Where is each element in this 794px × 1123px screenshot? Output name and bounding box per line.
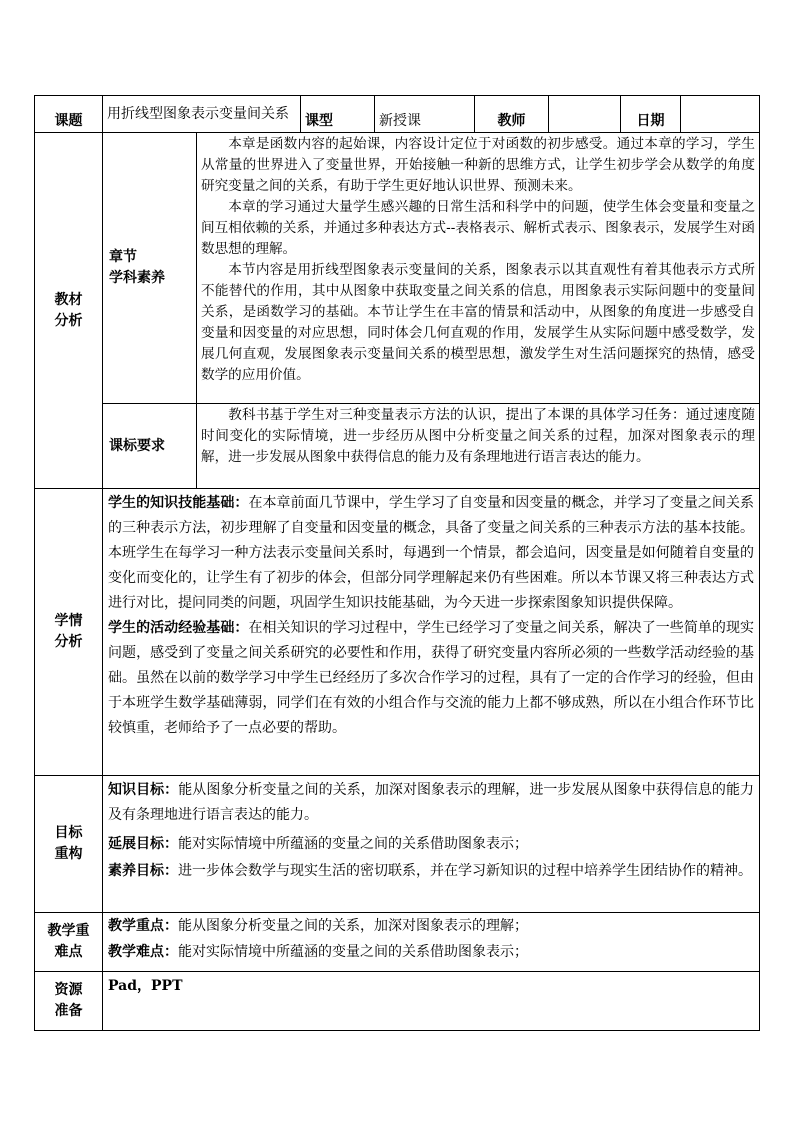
curriculum-content (197, 404, 760, 489)
chapter-label: 章节 (109, 249, 137, 265)
material-paragraph-1: 本章是函数内容的起始课，内容设计定位于对函数的初步感受。通过本章的学习，学生从常量的世界进入了变量世界，开始接触一种新的思维方式，让学生初步学会从数学的角度研究变量之间的关系，有助于学生更好地认识世界、预测未来。 (201, 136, 755, 194)
topic-value: 用折线型图象表示变量间关系 (103, 96, 301, 133)
difficult-point (108, 939, 754, 965)
keypoints-content (103, 913, 760, 972)
difficult-point-key: 教学难点： (108, 944, 178, 960)
type-value: 新授课 (375, 96, 475, 133)
literacy-goal-text: 进一步体会数学与现实生活的密切联系，并在学习新知识的过程中培养学生团结协作的精神。 (178, 863, 752, 879)
literacy-goal (108, 861, 754, 882)
topic-label: 课题 (35, 96, 103, 133)
date-value (681, 96, 760, 133)
material-paragraph-3: 本节内容是用折线型图象表示变量间的关系，图象表示以其直观性有着其他表示方式所不能替代的作用，其中从图象中获取变量之间关系的信息，用图象表示实际问题中的变量间关系，是函数学习的基础。本节让学生在丰富的情景和活动中，从图象的角度进一步感受自变量和因变量的对应思想，同时体会几何直观的作用，发展学生从实际问题中感受数学，发展几何直观，发展图象表示变量间关系的模型思想，激发学生对生活问题探究的热情，感受数学的应用价值。 (201, 262, 755, 383)
material-row-1 (35, 133, 760, 404)
curriculum-label: 课标要求 (103, 404, 197, 489)
learner-content (103, 489, 760, 776)
knowledge-basis-text: 在本章前面几节课中，学生学习了自变量和因变量的概念，并学习了变量之间关系的三种表示方法，初步理解了自变量和因变量的概念，具备了变量之间关系的三种表示方法的基本技能。本班学生在每学习一种方法表示变量间关系时，每遇到一个情景，都会追问，因变量是如何随着自变量的变化而变化的，让学生有了初步的体会，但部分同学理解起来仍有些困难。所以本节课又将三种表达方式进行对比，提问同类的问题，巩固学生知识技能基础，为今天进一步探索图象知识提供保障。 (108, 495, 755, 611)
resources-row (35, 972, 760, 1031)
activity-basis-text: 在相关知识的学习过程中，学生已经学习了变量之间关系，解决了一些简单的现实问题，感受到了变量之间关系研究的必要性和作用，获得了研究变量内容所必须的一些数学活动经验的基础。虽然在以前的数学学习中学生已经经历了多次合作学习的过程，具有了一定的合作学习的经验，但由于本班学生数学基础薄弱，同学们在有效的小组合作与交流的能力上都不够成熟，所以在小组合作环节比较慎重，老师给予了一点必要的帮助。 (108, 620, 755, 736)
lesson-plan-table (34, 95, 760, 1031)
resources-label-text: 资源准备 (54, 982, 83, 1019)
header-row (35, 96, 760, 133)
goals-row (35, 776, 760, 913)
difficult-point-text: 能对实际情境中所蕴涵的变量之间的关系借助图象表示； (178, 944, 528, 960)
goals-label (35, 776, 103, 913)
key-point (108, 913, 754, 939)
knowledge-goal (108, 778, 754, 828)
teacher-label: 教师 (475, 96, 549, 133)
teacher-value (549, 96, 621, 133)
knowledge-goal-text: 能从图象分析变量之间的关系，加深对图象表示的理解，进一步发展从图象中获得信息的能力及有条理地进行语言表达的能力。 (108, 782, 755, 823)
curriculum-paragraph: 教科书基于学生对三种变量表示方法的认识，提出了本课的具体学习任务：通过速度随时间变化的实际情境，进一步经历从图中分析变量之间关系的过程，加深对图象表示的理解，进一步发展从图象中获得信息的能力及有条理地进行语言表达的能力。 (201, 407, 755, 465)
resources-label (35, 972, 103, 1031)
keypoints-row (35, 913, 760, 972)
learner-label (35, 489, 103, 776)
resources-content: Pad，PPT (103, 972, 760, 1031)
chapter-literacy-label (103, 133, 197, 404)
goals-label-text: 目标重构 (54, 825, 83, 862)
key-point-text: 能从图象分析变量之间的关系，加深对图象表示的理解； (178, 918, 528, 934)
material-paragraph-2: 本章的学习通过大量学生感兴趣的日常生活和科学中的问题，使学生体会变量和变量之间互相依赖的关系，并通过多种表达方式--表格表示、解析式表示、图象表示，发展学生对函数思想的理解。 (201, 199, 755, 257)
literacy-label: 学科素养 (109, 270, 165, 286)
material-label (35, 133, 103, 489)
key-point-key: 教学重点： (108, 918, 178, 934)
learner-label-text: 学情分析 (54, 613, 83, 650)
material-label-text: 教材分析 (54, 291, 83, 329)
chapter-literacy-content (197, 133, 760, 404)
learner-paragraph-1 (108, 491, 754, 616)
goals-content (103, 776, 760, 913)
knowledge-basis-key: 学生的知识技能基础： (108, 495, 249, 511)
learner-row (35, 489, 760, 776)
literacy-goal-key: 素养目标： (108, 863, 178, 879)
knowledge-goal-key: 知识目标： (108, 782, 179, 798)
keypoints-label-text: 教学重难点 (47, 923, 90, 960)
date-label: 日期 (621, 96, 681, 133)
keypoints-label (35, 913, 103, 972)
learner-paragraph-2 (108, 616, 754, 741)
activity-basis-key: 学生的活动经验基础： (108, 620, 249, 636)
type-label: 课型 (301, 96, 375, 133)
extension-goal-key: 延展目标： (108, 836, 178, 852)
material-row-2 (35, 404, 760, 489)
extension-goal (108, 832, 754, 857)
extension-goal-text: 能对实际情境中所蕴涵的变量之间的关系借助图象表示； (178, 836, 528, 852)
